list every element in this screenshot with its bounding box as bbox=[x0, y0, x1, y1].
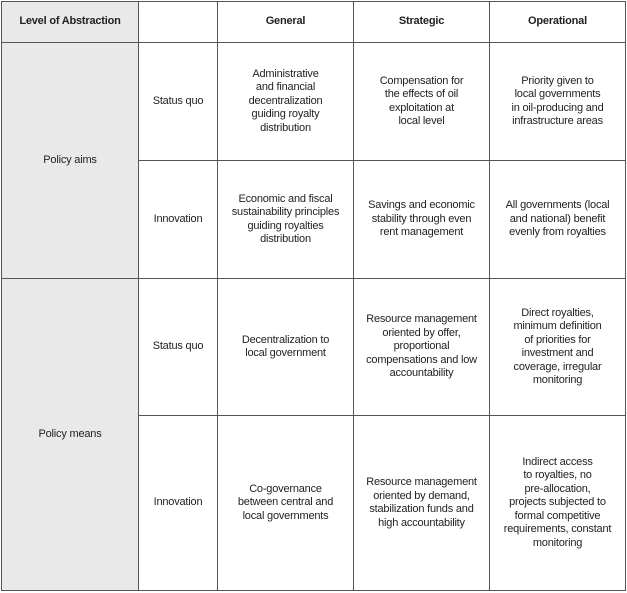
policy-abstraction-table bbox=[1, 1, 626, 591]
cell-strategic: Resource management oriented by demand, stabilization funds and high accountability bbox=[354, 416, 490, 591]
group-label-policy-means: Policy means bbox=[2, 279, 139, 591]
cell-general: Economic and fiscal sustainability principles guiding royalties distribution bbox=[218, 161, 354, 279]
cell-strategic: Resource management oriented by offer, proportional compensations and low accountability bbox=[354, 279, 490, 416]
row-type: Innovation bbox=[139, 416, 218, 591]
cell-general: Decentralization to local government bbox=[218, 279, 354, 416]
group-label-policy-aims: Policy aims bbox=[2, 43, 139, 279]
row-type: Status quo bbox=[139, 43, 218, 161]
cell-strategic: Savings and economic stability through even rent management bbox=[354, 161, 490, 279]
cell-operational: Direct royalties, minimum definition of priorities for investment and coverage, irregular monitoring bbox=[490, 279, 626, 416]
cell-strategic: Compensation for the effects of oil exploitation at local level bbox=[354, 43, 490, 161]
cell-operational: All governments (local and national) benefit evenly from royalties bbox=[490, 161, 626, 279]
row-type: Status quo bbox=[139, 279, 218, 416]
header-operational: Operational bbox=[490, 2, 626, 43]
table-row bbox=[2, 279, 626, 416]
header-strategic: Strategic bbox=[354, 2, 490, 43]
cell-general: Administrative and financial decentralization guiding royalty distribution bbox=[218, 43, 354, 161]
header-level-of-abstraction: Level of Abstraction bbox=[2, 2, 139, 43]
cell-operational: Priority given to local governments in oil-producing and infrastructure areas bbox=[490, 43, 626, 161]
cell-general: Co-governance between central and local governments bbox=[218, 416, 354, 591]
row-type: Innovation bbox=[139, 161, 218, 279]
header-general: General bbox=[218, 2, 354, 43]
cell-operational: Indirect access to royalties, no pre-allocation, projects subjected to formal competitive requirements, constant monitoring bbox=[490, 416, 626, 591]
table-row bbox=[2, 43, 626, 161]
header-row bbox=[2, 2, 626, 43]
header-blank bbox=[139, 2, 218, 43]
